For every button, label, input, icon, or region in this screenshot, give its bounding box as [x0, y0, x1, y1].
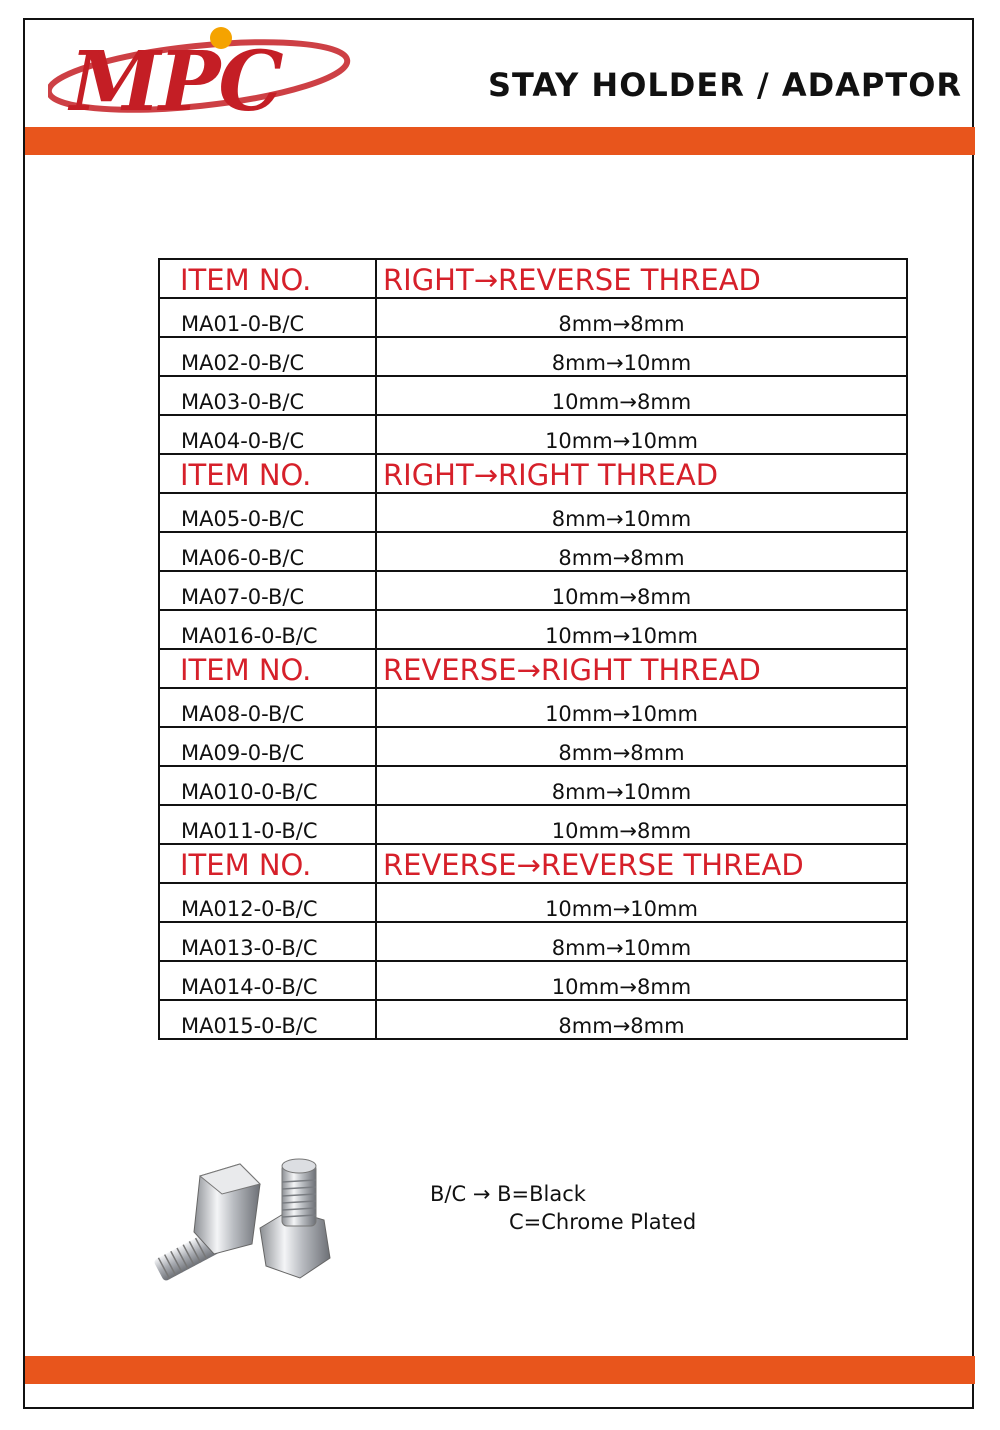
item-number-cell: MA06-0-B/C: [159, 532, 376, 571]
table-row: [159, 298, 907, 337]
table-row: [159, 415, 907, 454]
table-row: [159, 766, 907, 805]
item-number-cell: MA08-0-B/C: [159, 688, 376, 727]
table-row: [159, 610, 907, 649]
item-number-cell: MA09-0-B/C: [159, 727, 376, 766]
item-number-cell: MA03-0-B/C: [159, 376, 376, 415]
adaptor-product-photo: [142, 1136, 342, 1296]
item-number-cell: MA011-0-B/C: [159, 805, 376, 844]
section-header-row: [159, 259, 907, 298]
item-number-cell: MA05-0-B/C: [159, 493, 376, 532]
section-header-row: [159, 649, 907, 688]
table-row: [159, 922, 907, 961]
header-divider-band: [25, 127, 975, 155]
table-row: [159, 532, 907, 571]
item-number-cell: MA015-0-B/C: [159, 1000, 376, 1039]
svg-text:MPC: MPC: [70, 34, 282, 120]
table-row: [159, 688, 907, 727]
table-row: [159, 727, 907, 766]
thread-size-cell: 10mm→10mm: [376, 415, 907, 454]
legend-line-chrome: C=Chrome Plated: [509, 1210, 697, 1234]
item-number-cell: MA01-0-B/C: [159, 298, 376, 337]
adaptor-spec-table: [158, 258, 908, 1040]
thread-size-cell: 10mm→10mm: [376, 688, 907, 727]
item-number-cell: MA07-0-B/C: [159, 571, 376, 610]
item-no-header: ITEM NO.: [159, 259, 376, 298]
item-number-cell: MA016-0-B/C: [159, 610, 376, 649]
table-row: [159, 961, 907, 1000]
thread-size-cell: 8mm→10mm: [376, 766, 907, 805]
thread-size-cell: 10mm→8mm: [376, 376, 907, 415]
thread-type-header: RIGHT→RIGHT THREAD: [376, 454, 907, 493]
thread-size-cell: 10mm→8mm: [376, 571, 907, 610]
thread-size-cell: 10mm→10mm: [376, 610, 907, 649]
section-header-row: [159, 844, 907, 883]
thread-size-cell: 8mm→10mm: [376, 337, 907, 376]
table-row: [159, 337, 907, 376]
item-no-header: ITEM NO.: [159, 454, 376, 493]
item-number-cell: MA014-0-B/C: [159, 961, 376, 1000]
table-row: [159, 571, 907, 610]
legend-line-black: B/C → B=Black: [430, 1182, 586, 1206]
thread-type-header: REVERSE→REVERSE THREAD: [376, 844, 907, 883]
table-row: [159, 493, 907, 532]
item-number-cell: MA012-0-B/C: [159, 883, 376, 922]
table-row: [159, 883, 907, 922]
table-row: [159, 1000, 907, 1039]
thread-type-header: REVERSE→RIGHT THREAD: [376, 649, 907, 688]
item-number-cell: MA02-0-B/C: [159, 337, 376, 376]
item-number-cell: MA010-0-B/C: [159, 766, 376, 805]
mpc-logo: [48, 24, 378, 120]
thread-size-cell: 8mm→8mm: [376, 298, 907, 337]
page-title: STAY HOLDER / ADAPTOR: [488, 66, 963, 104]
thread-size-cell: 8mm→10mm: [376, 922, 907, 961]
thread-size-cell: 8mm→10mm: [376, 493, 907, 532]
item-no-header: ITEM NO.: [159, 649, 376, 688]
table-row: [159, 805, 907, 844]
thread-size-cell: 10mm→8mm: [376, 961, 907, 1000]
footer-divider-band: [25, 1356, 975, 1384]
thread-type-header: RIGHT→REVERSE THREAD: [376, 259, 907, 298]
table-row: [159, 376, 907, 415]
item-no-header: ITEM NO.: [159, 844, 376, 883]
thread-size-cell: 10mm→10mm: [376, 883, 907, 922]
item-number-cell: MA04-0-B/C: [159, 415, 376, 454]
thread-size-cell: 8mm→8mm: [376, 727, 907, 766]
thread-size-cell: 8mm→8mm: [376, 1000, 907, 1039]
thread-size-cell: 8mm→8mm: [376, 532, 907, 571]
finish-legend: [430, 1180, 696, 1236]
section-header-row: [159, 454, 907, 493]
item-number-cell: MA013-0-B/C: [159, 922, 376, 961]
thread-size-cell: 10mm→8mm: [376, 805, 907, 844]
